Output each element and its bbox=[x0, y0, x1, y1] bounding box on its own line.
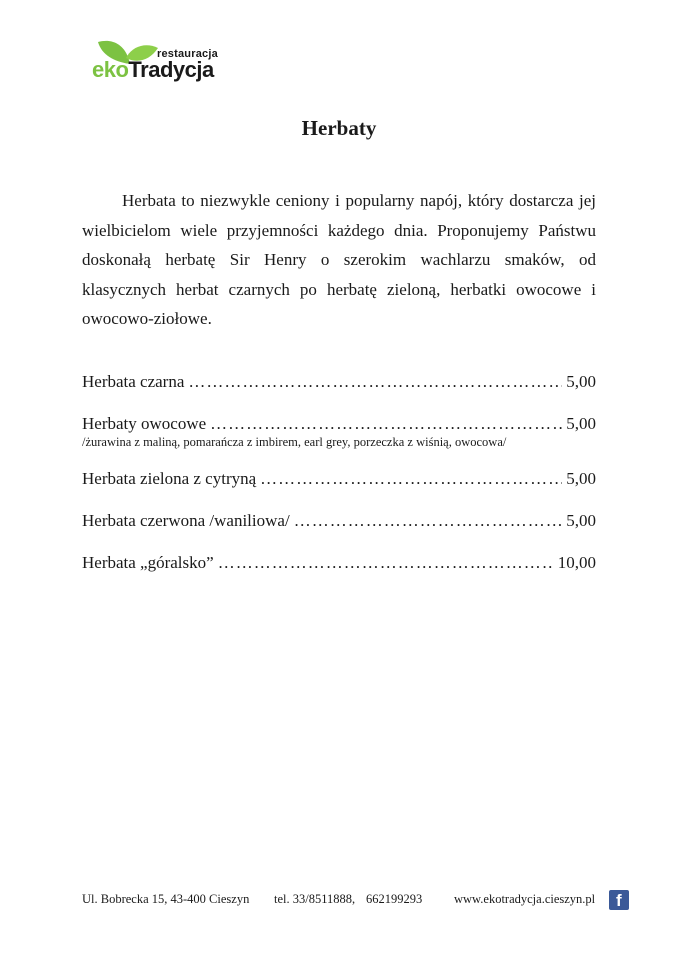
menu-item bbox=[82, 414, 596, 450]
intro-paragraph: Herbata to niezwykle ceniony i popularny napój, który dostarcza jej wielbicielom wiele przyjemności każdego dnia. Proponujemy Państwu doskonałą herbatę Sir Henry o szerokim wachlarzu smaków, od klasycznych herbat czarnych po herbatę zieloną, herbatki owocowe i owocowo-ziołowe. bbox=[82, 191, 596, 328]
menu-item-price: 10,00 bbox=[557, 553, 596, 572]
menu-item-price: 5,00 bbox=[566, 469, 596, 488]
menu-item bbox=[82, 511, 596, 531]
menu-item-price: 5,00 bbox=[566, 414, 596, 433]
menu-item-name: Herbata czarna bbox=[82, 372, 185, 391]
menu-item bbox=[82, 469, 596, 489]
footer-website-link[interactable]: www.ekotradycja.cieszyn.pl bbox=[454, 892, 596, 906]
dot-leader bbox=[260, 469, 562, 489]
footer-address: Ul. Bobrecka 15, 43-400 Cieszyn bbox=[82, 892, 250, 906]
menu-item bbox=[82, 553, 596, 573]
dot-leader bbox=[218, 553, 554, 573]
restaurant-logo bbox=[92, 38, 222, 88]
facebook-icon[interactable]: f bbox=[609, 890, 629, 910]
menu-item-name: Herbaty owocowe bbox=[82, 414, 207, 433]
logo-brand: ekoTradycja bbox=[92, 57, 214, 82]
logo-subtitle: restauracja bbox=[157, 48, 218, 60]
page-title: Herbaty bbox=[301, 116, 377, 140]
menu-item-price: 5,00 bbox=[566, 372, 596, 391]
menu-item bbox=[82, 372, 596, 392]
menu-item-note: /żurawina z maliną, pomarańcza z imbirem, earl grey, porzeczka z wiśnią, owocowa/ bbox=[82, 435, 507, 449]
menu-item-price: 5,00 bbox=[566, 511, 596, 530]
menu-item-name: Herbata czerwona /waniliowa/ bbox=[82, 511, 290, 530]
footer-phone-mobile: 662199293 bbox=[366, 892, 423, 906]
menu-item-name: Herbata zielona z cytryną bbox=[82, 469, 257, 488]
menu-item-name: Herbata „góralsko” bbox=[82, 553, 214, 572]
footer-phone: tel. 33/8511888, bbox=[274, 892, 356, 906]
dot-leader bbox=[294, 511, 563, 531]
dot-leader bbox=[210, 414, 562, 434]
dot-leader bbox=[188, 372, 562, 392]
